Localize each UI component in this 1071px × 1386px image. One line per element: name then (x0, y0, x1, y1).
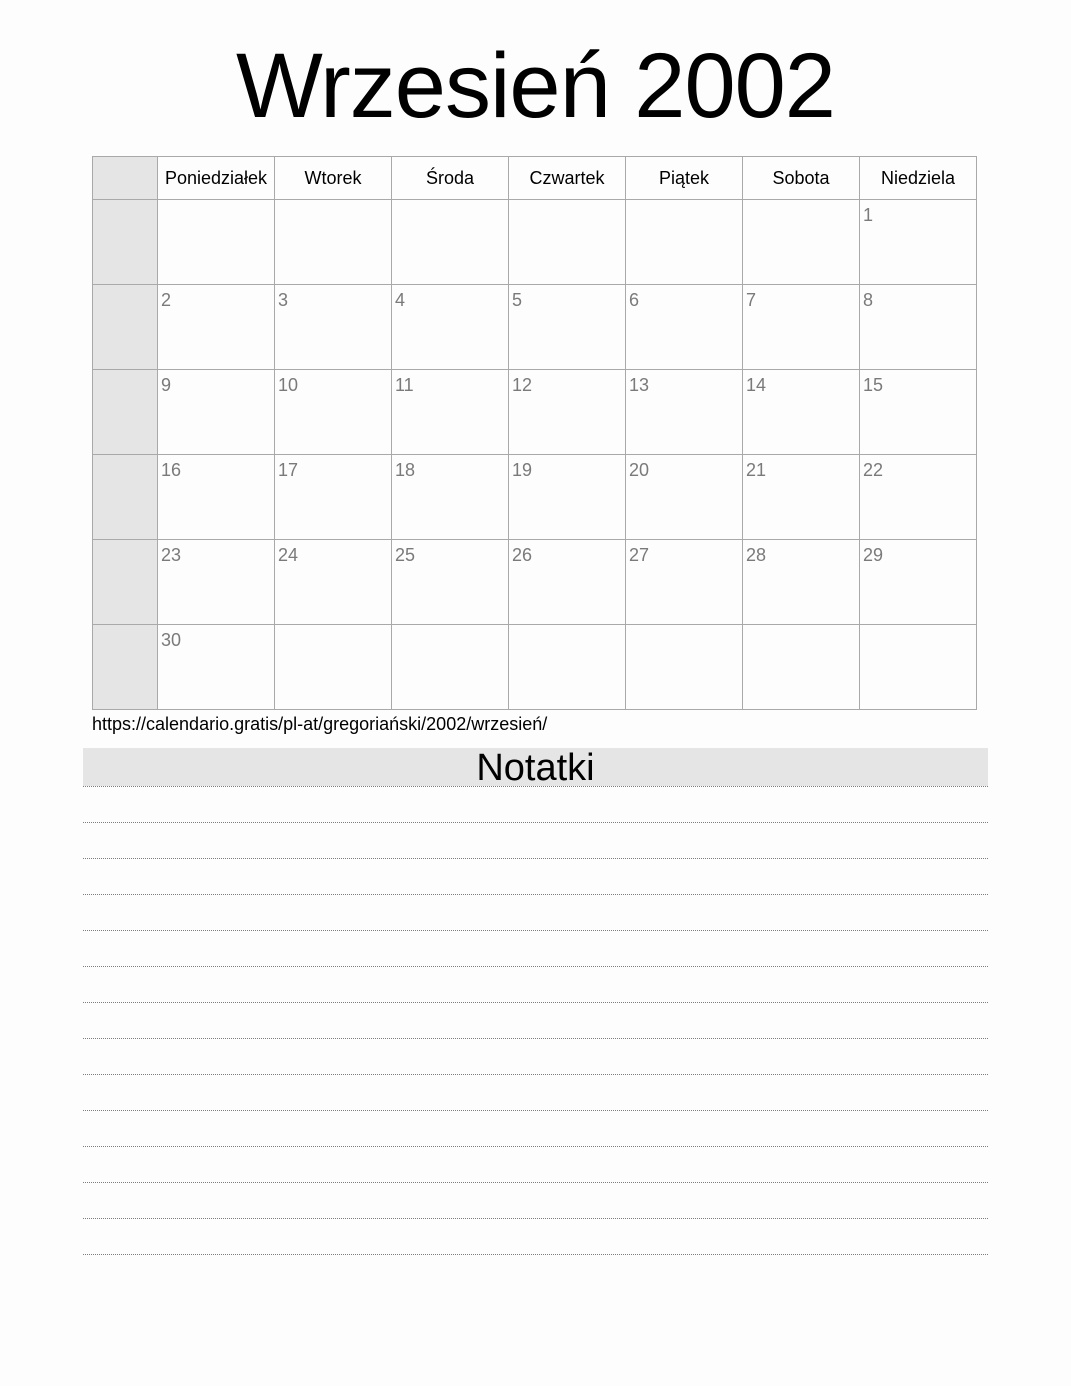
day-number: 5 (512, 290, 523, 310)
calendar-weeks (93, 200, 977, 710)
day-number: 12 (512, 375, 533, 395)
page-title: Wrzesień 2002 (236, 35, 835, 137)
day-number (626, 625, 742, 630)
note-line (83, 967, 988, 1003)
day-number: 19 (512, 460, 533, 480)
empty-day-cell (509, 625, 626, 710)
empty-day-cell (158, 200, 275, 285)
week-row (93, 200, 977, 285)
weekday-header: Piątek (626, 157, 743, 200)
day-number: 3 (278, 290, 289, 310)
day-cell (275, 370, 392, 455)
day-number: 15 (863, 375, 884, 395)
day-number: 18 (395, 460, 416, 480)
note-line (83, 1003, 988, 1039)
day-cell (275, 540, 392, 625)
day-number: 27 (629, 545, 650, 565)
note-line (83, 859, 988, 895)
day-cell (275, 285, 392, 370)
note-line (83, 786, 988, 823)
weekday-header: Środa (392, 157, 509, 200)
day-cell (392, 540, 509, 625)
week-row (93, 455, 977, 540)
day-cell (743, 285, 860, 370)
day-cell (860, 285, 977, 370)
day-number: 23 (161, 545, 182, 565)
day-number (860, 625, 976, 630)
week-row (93, 540, 977, 625)
day-number (158, 200, 274, 205)
day-cell (626, 370, 743, 455)
source-url: https://calendario.gratis/pl-at/gregoriański/2002/wrzesień/ (92, 714, 548, 734)
day-cell (392, 370, 509, 455)
day-number: 29 (863, 545, 884, 565)
week-number-cell (93, 200, 158, 285)
note-line (83, 1183, 988, 1219)
day-cell (392, 285, 509, 370)
day-number (509, 625, 625, 630)
day-cell (626, 285, 743, 370)
day-cell (158, 285, 275, 370)
week-number-cell (93, 370, 158, 455)
day-cell (743, 540, 860, 625)
notes-lines (83, 786, 988, 1255)
day-number (275, 200, 391, 205)
week-row (93, 370, 977, 455)
week-number-cell (93, 540, 158, 625)
month-calendar-grid (92, 156, 977, 710)
week-row (93, 285, 977, 370)
empty-day-cell (392, 625, 509, 710)
day-cell (626, 455, 743, 540)
day-number: 11 (395, 375, 414, 395)
day-number: 21 (746, 460, 767, 480)
day-number (392, 625, 508, 630)
note-line (83, 823, 988, 859)
day-cell (509, 455, 626, 540)
weekday-header-row (93, 157, 977, 200)
note-line (83, 1219, 988, 1255)
notes-title: Notatki (83, 748, 988, 786)
day-cell (743, 455, 860, 540)
empty-day-cell (743, 625, 860, 710)
day-number (275, 625, 391, 630)
week-number-column-header (93, 157, 158, 200)
day-number (392, 200, 508, 205)
note-line (83, 1039, 988, 1075)
day-number (743, 200, 859, 205)
day-number: 14 (746, 375, 767, 395)
note-line (83, 1111, 988, 1147)
day-cell (275, 455, 392, 540)
day-number: 4 (395, 290, 406, 310)
day-number: 7 (746, 290, 757, 310)
day-number: 24 (278, 545, 299, 565)
empty-day-cell (275, 625, 392, 710)
day-cell (158, 625, 275, 710)
day-number: 17 (278, 460, 299, 480)
day-number: 25 (395, 545, 416, 565)
day-cell (743, 370, 860, 455)
day-cell (860, 370, 977, 455)
day-number: 10 (278, 375, 299, 395)
week-number-cell (93, 455, 158, 540)
note-line (83, 895, 988, 931)
empty-day-cell (392, 200, 509, 285)
day-cell (509, 285, 626, 370)
note-line (83, 1075, 988, 1111)
day-cell (158, 455, 275, 540)
day-cell (860, 540, 977, 625)
empty-day-cell (626, 625, 743, 710)
day-cell (392, 455, 509, 540)
day-number: 20 (629, 460, 650, 480)
note-line (83, 931, 988, 967)
day-number: 6 (629, 290, 640, 310)
day-cell (158, 370, 275, 455)
day-number: 26 (512, 545, 533, 565)
week-row (93, 625, 977, 710)
empty-day-cell (626, 200, 743, 285)
day-number: 1 (863, 205, 874, 225)
week-number-cell (93, 625, 158, 710)
note-line (83, 1147, 988, 1183)
empty-day-cell (743, 200, 860, 285)
day-number: 22 (863, 460, 884, 480)
weekday-header: Poniedziałek (158, 157, 275, 200)
day-number: 16 (161, 460, 182, 480)
day-number (743, 625, 859, 630)
day-cell (158, 540, 275, 625)
day-number: 30 (161, 630, 182, 650)
day-cell (860, 455, 977, 540)
day-number: 8 (863, 290, 874, 310)
empty-day-cell (860, 625, 977, 710)
weekday-header: Wtorek (275, 157, 392, 200)
weekday-header: Czwartek (509, 157, 626, 200)
day-number (509, 200, 625, 205)
empty-day-cell (275, 200, 392, 285)
day-cell (509, 540, 626, 625)
weekday-header: Sobota (743, 157, 860, 200)
week-number-cell (93, 285, 158, 370)
day-number: 2 (161, 290, 172, 310)
day-number: 9 (161, 375, 172, 395)
day-number: 13 (629, 375, 650, 395)
day-number (626, 200, 742, 205)
day-number: 28 (746, 545, 767, 565)
day-cell (509, 370, 626, 455)
day-cell (860, 200, 977, 285)
empty-day-cell (509, 200, 626, 285)
weekday-header: Niedziela (860, 157, 977, 200)
day-cell (626, 540, 743, 625)
